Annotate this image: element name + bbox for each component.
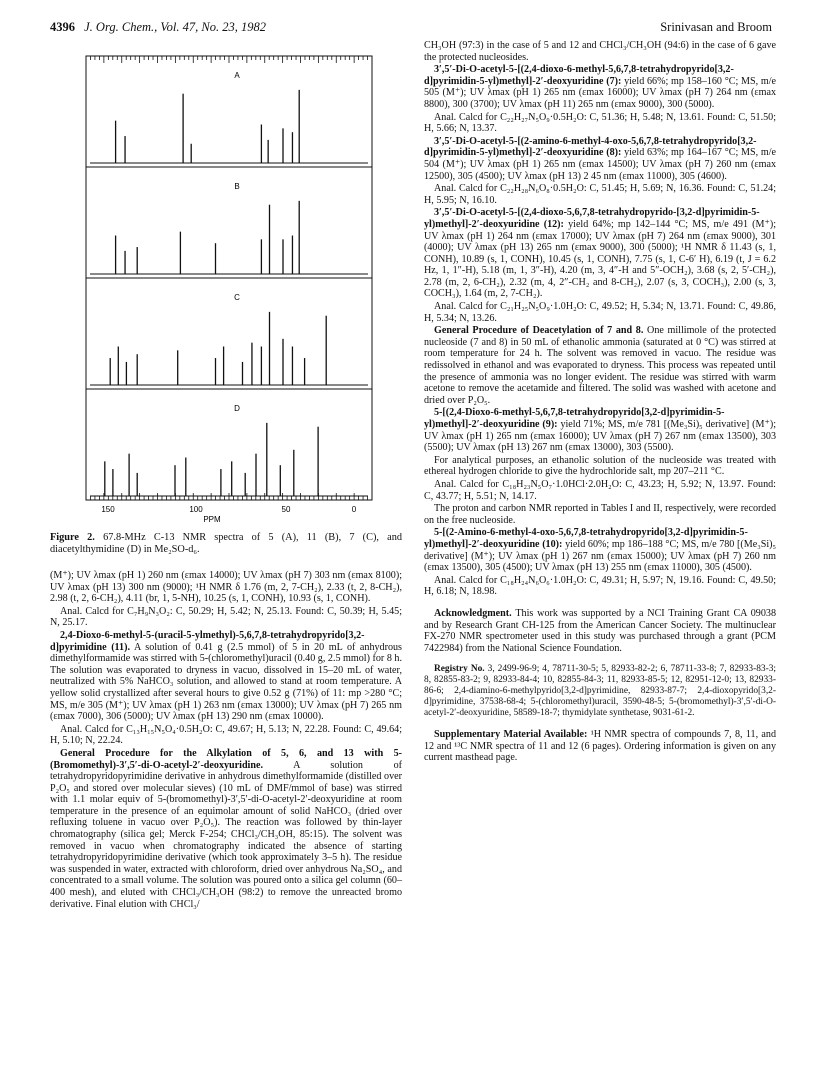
right-column	[424, 40, 776, 765]
figure-caption	[50, 532, 402, 556]
panel-label: A	[234, 71, 240, 80]
header-left	[50, 20, 266, 35]
nmr-figure	[84, 48, 374, 528]
registry-numbers	[424, 664, 776, 719]
axis-label: PPM	[203, 515, 221, 524]
journal-citation: J. Org. Chem., Vol. 47, No. 23, 1982	[84, 20, 266, 34]
right-paragraph-4	[424, 136, 776, 182]
right-paragraph-8	[424, 325, 776, 406]
right-paragraph-1: CH₃OH (97:3) in the case of 5 and 12 and CHCl₃/CH₃OH (94:6) in the case of 6 gave the protected nucleosides.	[424, 40, 776, 63]
registry-body: 3, 2499-96-9; 4, 78711-30-5; 5, 82933-82-2; 6, 78711-33-8; 7, 82933-83-3; 8, 82855-83-2; 9, 82933-84-4; 10, 82855-84-3; 11, 82933-85-5; 12, 82951-12-0; 13, 82933-86-6; 2,4-diamino-6-methylpyrido[3,2-d]pyrimidine, 82933-87-7; 2,4-dioxopyrido[3,2-d]pyrimidine, 37538-68-4; 5-(chloromethyl)uracil, 3590-48-5; 5-(bromomethyl)-3′,5′-di-O-acetyl-2′-deoxyuridine, 58589-18-7; thymidylate synthetase, 9031-61-2.	[424, 664, 776, 719]
compound-7-title: 3′,5′-Di-O-acetyl-5-[(2,4-dioxo-6-methyl-5,6,7,8-tetrahydropyrido[3,2-d]pyrimidin-5-yl)methyl]-2′-deoxyuridine (7):	[424, 64, 734, 87]
acknowledgment-body: This work was supported by a NCI Training Grant CA 09038 and by Research Grant CH-125 from the American Cancer Society. The multinuclear FX-270 NMR spectrometer used in this study was purchased through a grant (PCM 7422984) from the National Science Foundation.	[424, 607, 776, 654]
acknowledgment-title: Acknowledgment.	[434, 607, 512, 619]
alkylation-procedure-body: A solution of tetrahydropyridopyrimidine derivative in anhydrous dimethylformamide (distilled over P₂O₅ and stored over molecular sieves) (10 mL of DMF/mmol of base) was stirred with 1.1 molar equiv of 5-(bromomethyl)-3′,5′-di-O-acetyl-2′-deoxyuridine at room temperature in the presence of an equimolar amount of solid NaHCO₃ (dried over refluxing toluene in vacuo over P₂O₅). The reaction was followed by thin-layer chromatography (silica gel; Merck F-254; CHCl₃/CH₃OH, 85:15). The solvent was removed in vacuo when chromatography indicated the absence of starting tetrahydropyridopyrimidine derivative (which took approximately 3–5 h). The residue was suspended in water, extracted with chloroform, dried over anhydrous Na₂SO₄, and concentrated to a small volume. The solution was poured onto a silica gel column (60–400 mesh), and eluted with CHCl₃/CH₃OH (98:2) to remove the unreacted bromo derivative. Final elution with CHCl₃/	[50, 759, 402, 910]
compound-12-body: yield 64%; mp 142–144 °C; MS, m/e 491 (M⁺); UV λmax (pH 1) 264 nm (εmax 17000); UV λmax (pH 7) 264 nm (εmax 9000), 301 (4000); UV λmax (pH 13) 265 nm (εmax 9000), 300 (5000); ¹H NMR δ 11.43 (s, 1, CONH), 10.89 (s, 1, CONH), 10.45 (s, 1, CONH), 7.75 (s, 1, C-6′ H), 6.19 (t, J = 6.2 Hz, 1, 1″-H), 5.18 (m, 1, 3″-H), 4.20 (m, 3, 4″-H and 5″-OCH₂), 3.68 (s, 2, 5′-CH₂), 2.78 (m, 2, 6-CH₂), 2.32 (m, 4, 2″-CH₂ and 8-CH₂), 2.07 (s, 3, COCH₃), 2.00 (s, 3, COCH₃), 1.64 (m, 2, 7-CH₂).	[424, 218, 777, 300]
supplementary-material	[424, 729, 776, 764]
left-paragraph-5	[50, 748, 402, 910]
left-paragraph-2: Anal. Calcd for C₇H₉N₃O₂: C, 50.29; H, 5.42; N, 25.13. Found: C, 50.39; H, 5.45; N, 25.17.	[50, 605, 402, 629]
compound-12-title: 3′,5′-Di-O-acetyl-5-[(2,4-dioxo-5,6,7,8-tetrahydropyrido-[3,2-d]pyrimidin-5-yl)methyl]-2′-deoxyuridine (12):	[424, 207, 760, 230]
right-paragraph-10: For analytical purposes, an ethanolic solution of the nucleoside was treated with ethereal hydrogen chloride to give the hydrochloride salt, mp 207–211 °C.	[424, 454, 776, 478]
panel-label: C	[234, 293, 240, 302]
figure-caption-label: Figure 2.	[50, 532, 95, 543]
right-paragraph-7: Anal. Calcd for C₂₁H₂₅N₅O₉·1.0H₂O: C, 49.52; H, 5.34; N, 13.71. Found: C, 49.86, H, 5.34; N, 13.26.	[424, 301, 776, 324]
right-paragraph-12: The proton and carbon NMR reported in Tables I and II, respectively, were recorded on the free nucleoside.	[424, 503, 776, 526]
right-paragraph-2	[424, 64, 776, 110]
deacetylation-title: General Procedure of Deacetylation of 7 and 8.	[434, 325, 644, 337]
right-paragraph-6	[424, 207, 776, 300]
axis-tick-label: 0	[351, 505, 357, 514]
right-paragraph-14: Anal. Calcd for C₁₈H₂₄N₆O₆·1.0H₂O: C, 49.31; H, 5.97; N, 19.16. Found: C, 49.50; H, 6.18; N, 18.98.	[424, 574, 776, 598]
page-header	[50, 20, 772, 40]
right-paragraph-5: Anal. Calcd for C₂₂H₂₈N₆O₈·0.5H₂O: C, 51.45; H, 5.69; N, 16.36. Found: C, 51.24; H, 5.95; N, 16.10.	[424, 183, 776, 206]
left-paragraph-3	[50, 630, 402, 723]
supplementary-body: ¹H NMR spectra of compounds 7, 8, 11, and 12 and ¹³C NMR spectra of 11 and 12 (6 pages). Ordering information is given on any current masthead page.	[424, 729, 777, 764]
compound-11-title: 2,4-Dioxo-6-methyl-5-(uracil-5-ylmethyl)-5,6,7,8-tetrahydropyrido[3,2-d]pyrimidine (11).	[50, 629, 365, 653]
compound-9-body: yield 71%; MS, m/e 781 [(Me₃Si)₅ derivative] (M⁺); UV λmax (pH 1) 265 nm (εmax 16000); UV λmax (pH 7) 267 nm (εmax 13500), 303 (5500); UV λmax (pH 13) 267 nm (εmax 13000), 303 (5500).	[424, 419, 777, 454]
page-number: 4396	[50, 20, 75, 34]
right-paragraph-11: Anal. Calcd for C₁₈H₂₃N₅O₇·1.0HCl·2.0H₂O: C, 43.23; H, 5.92; N, 13.97. Found: C, 43.77; H, 5.51; N, 14.17.	[424, 478, 776, 502]
nmr-spectra-plot	[84, 48, 374, 528]
compound-10-body: yield 60%; mp 186–188 °C; MS, m/e 780 [(Me₃Si)₅ derivative] (M⁺); UV λmax (pH 1) 267 nm (εmax 15000); UV λmax (pH 7) 260 nm (εmax 13500), 305 (4500); UV λmax (pH 13) 255 nm (εmax 11000), 305 (4500).	[424, 538, 777, 574]
left-paragraph-4: Anal. Calcd for C₁₃H₁₅N₅O₄·0.5H₂O: C, 49.67; H, 5.13; N, 22.28. Found: C, 49.64; H, 5.10; N, 22.24.	[50, 723, 402, 747]
left-paragraph-1: (M⁺); UV λmax (pH 1) 260 nm (εmax 14000); UV λmax (pH 7) 303 nm (εmax 8100); UV λmax (pH 13) 300 nm (9000); ¹H NMR δ 1.76 (m, 2, 7-CH₂), 2.33 (t, 2, 8-CH₂), 2.98 (t, 2, 6-CH₂), 4.11 (br, 1, 5-NH), 10.25 (s, 1, CONH), 10.93 (s, 1, CONH).	[50, 570, 402, 605]
compound-8-title: 3′,5′-Di-O-acetyl-5-[(2-amino-6-methyl-4-oxo-5,6,7,8-tetrahydropyrido[3,2-d]pyrimidin-5-yl)methyl]-2′-deoxyuridine (8):	[424, 135, 757, 159]
right-paragraph-13	[424, 527, 776, 573]
deacetylation-body: One millimole of the protected nucleoside (7 and 8) in 50 mL of ethanolic ammonia (saturated at 0 °C) was stirred at room temperature for 24 h. The solvent was removed in vacuo. The residue was redissolved in ethanol and was evaporated to dryness. This process was repeated until the presence of ammonia was no longer evident. The residue was stirred with warm acetone to remove the acetamide and filtered. The solid was washed with acetone and dried over P₂O₅.	[424, 325, 776, 406]
supplementary-title: Supplementary Material Available:	[434, 729, 588, 741]
compound-8-body: yield 63%; mp 164–167 °C; MS, m/e 504 (M⁺); UV λmax (pH 1) 265 nm (εmax 14500); UV λmax (pH 7) 260 nm (εmax 12500), 305 (4500); UV λmax (pH 13) 2 45 nm (εmax 11000), 305 (4600).	[424, 147, 776, 182]
compound-10-title: 5-[(2-Amino-6-methyl-4-oxo-5,6,7,8-tetrahydropyrido[3,2-d]pyrimidin-5-yl)methyl]-2′-deoxyuridine (10):	[424, 527, 748, 550]
axis-tick-label: 150	[101, 505, 115, 514]
registry-title: Registry No.	[434, 664, 485, 675]
compound-11-body: A solution of 0.41 g (2.5 mmol) of 5 in 20 mL of anhydrous dimethylformamide was stirred with 5-(chloromethyl)uracil (0.40 g, 2.5 mmol) for 8 h. The solution was evaporated to dryness in vacuo, dissolved in 15–20 mL of water, neutralized with 5% NaHCO₃ solution, and allowed to stand at room temperature. A yellow solid crystallized after several hours to give 0.52 g (71%) of 11: mp >280 °C; MS, m/e 305 (M⁺); UV λmax (pH 1) 263 nm (εmax 13000); UV λmax (pH 7) 265 nm (εmax 7000), 306 (5000); UV λmax (pH 13) 290 nm (εmax 10000).	[50, 641, 402, 723]
right-paragraph-3: Anal. Calcd for C₂₂H₂₇N₅O₉·0.5H₂O: C, 51.36; H, 5.48; N, 13.61. Found: C, 51.50; H, 5.66; N, 13.37.	[424, 111, 776, 135]
compound-9-title: 5-[(2,4-Dioxo-6-methyl-5,6,7,8-tetrahydropyrido[3,2-d]pyrimidin-5-yl)methyl]-2′-deoxyuridine (9):	[424, 407, 725, 430]
compound-7-body: yield 66%; mp 158–160 °C; MS, m/e 505 (M⁺); UV λmax (pH 1) 265 nm (εmax 16000); UV λmax (pH 7) 264 nm (εmax 8800), 300 (3700); UV λmax (pH 11) 265 nm (εmax 9000), 300 (5000).	[424, 75, 776, 110]
alkylation-procedure-title: General Procedure for the Alkylation of 5, 6, and 13 with 5-(Bromomethyl)-3′,5′-di-O-acetyl-2′-deoxyuridine.	[50, 747, 402, 771]
axis-tick-label: 100	[189, 505, 203, 514]
figure-caption-text: 67.8-MHz C-13 NMR spectra of 5 (A), 11 (B), 7 (C), and diacetylthymidine (D) in Me₂SO-d₆.	[50, 532, 403, 555]
panel-label: D	[234, 404, 240, 413]
acknowledgment	[424, 608, 776, 654]
axis-tick-label: 50	[281, 505, 291, 514]
left-column	[50, 570, 402, 911]
right-paragraph-9	[424, 407, 776, 453]
panel-label: B	[234, 182, 240, 191]
running-authors: Srinivasan and Broom	[660, 20, 772, 34]
